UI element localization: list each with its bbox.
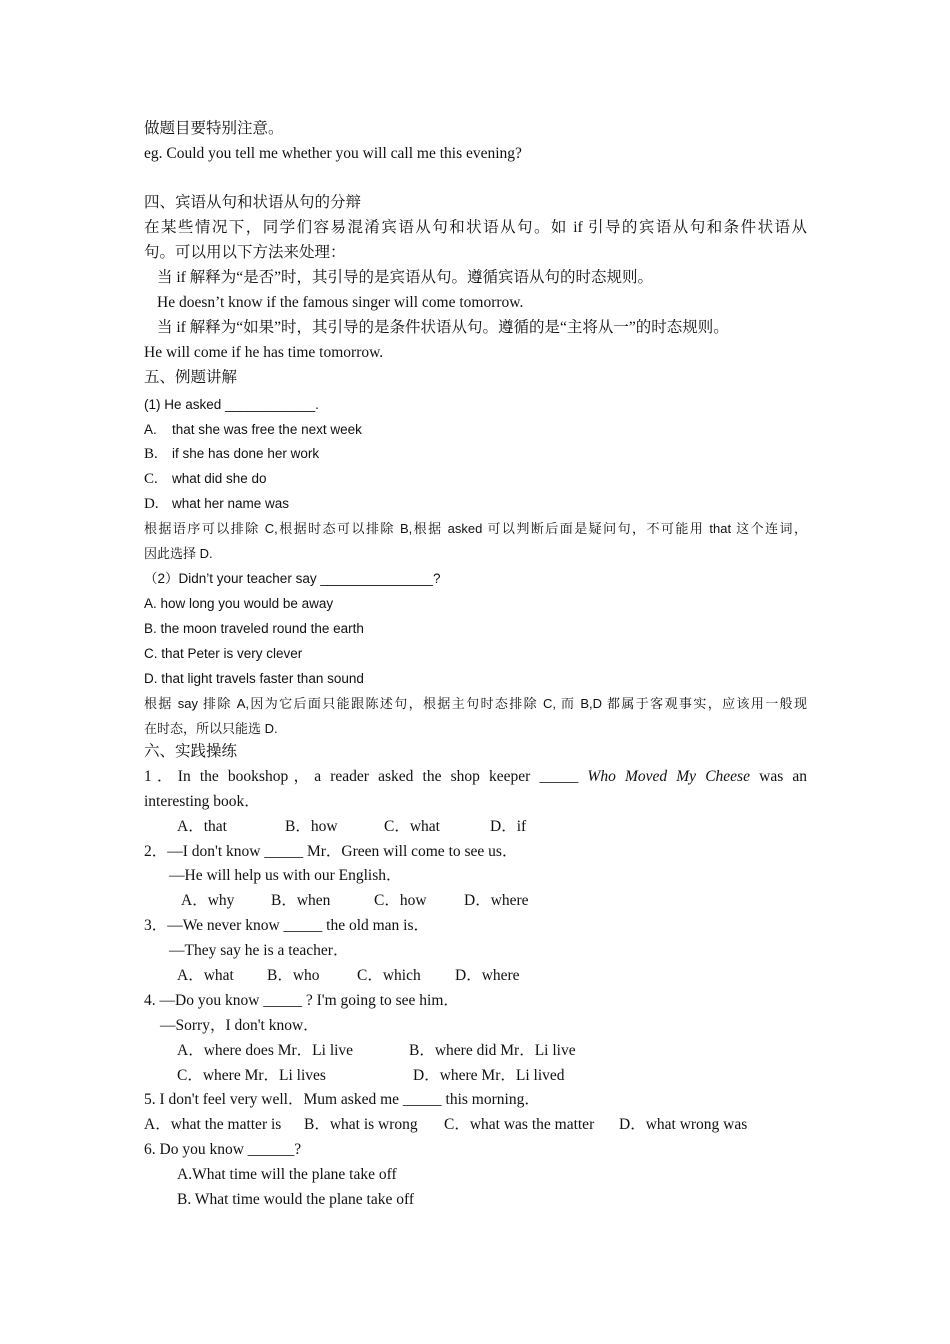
book-title: Who Moved My Cheese: [587, 768, 750, 785]
option-a: A．where does Mr．Li live: [177, 1042, 354, 1059]
example-q1-explain-line1: 根据语序可以排除 C,根据时态可以排除 B,根据 asked 可以判断后面是疑问句，不可能用 that 这个连词，: [144, 521, 807, 536]
section4-rule1: 当 if 解释为“是否”时，其引导的是宾语从句。遵循宾语从句的时态规则。: [157, 269, 653, 286]
example-q1-option-c: [144, 472, 267, 487]
example-q2-stem: （2）Didn’t your teacher say _______________?: [144, 571, 441, 586]
option-a: A．why: [181, 892, 235, 909]
section4-para-line1: 在某些情况下，同学们容易混淆宾语从句和状语从句。如 if 引导的宾语从句和条件状语从: [144, 219, 807, 236]
practice-q2-line1: 2．—I don't know _____ Mr．Green will come to see us．: [144, 843, 518, 860]
section6-heading: 六、实践操练: [144, 743, 238, 760]
option-d: D．where Mr．Li lived: [413, 1067, 565, 1084]
option-text: that she was free the next week: [172, 422, 362, 437]
option-letter: D.: [144, 496, 159, 512]
option-c: C．what: [384, 818, 440, 835]
option-b: B．where did Mr．Li live: [409, 1042, 576, 1059]
example-q1-option-d: [144, 497, 289, 512]
example-q2-option-b: B. the moon traveled round the earth: [144, 621, 364, 636]
example-q1-stem: (1) He asked ____________.: [144, 397, 319, 412]
practice-q4-options-row2: [0, 1068, 950, 1088]
section4-rule2: 当 if 解释为“如果”时，其引导的是条件状语从句。遵循的是“主将从一”的时态规则。: [157, 319, 729, 336]
example-q2-option-c: C. that Peter is very clever: [144, 646, 303, 661]
option-d: D．where: [455, 967, 520, 984]
practice-q2-options: [0, 893, 950, 913]
option-d: D．where: [464, 892, 529, 909]
intro-example: eg. Could you tell me whether you will call me this evening?: [144, 145, 522, 162]
option-a: A．what the matter is: [144, 1116, 282, 1133]
example-q2-option-a: A. how long you would be away: [144, 596, 334, 611]
example-q2-explain-line1: 根据 say 排除 A,因为它后面只能跟陈述句，根据主句时态排除 C, 而 B,D 都属于客观事实，应该用一般现: [144, 696, 807, 711]
practice-q4-line1: 4. —Do you know _____ ? I'm going to see him．: [144, 992, 459, 1009]
practice-q1-stem: [144, 769, 807, 785]
practice-q3-line1: 3．—We never know _____ the old man is．: [144, 917, 430, 934]
practice-q6-option-b: B. What time would the plane take off: [177, 1191, 415, 1208]
practice-q1-options: [0, 819, 950, 839]
option-letter: A.: [144, 422, 157, 437]
option-letter: C.: [144, 471, 158, 487]
option-a: A．that: [177, 818, 227, 835]
example-q1-option-b: [144, 447, 319, 462]
section4-heading: 四、宾语从句和状语从句的分辩: [144, 194, 362, 211]
example-q2-explain-line2: 在时态，所以只能选 D.: [144, 721, 278, 736]
practice-q6-line1: 6. Do you know ______?: [144, 1141, 302, 1158]
option-a: A．what: [177, 967, 234, 984]
practice-q4-options-row1: [0, 1043, 950, 1063]
practice-q4-line2: —Sorry，I don't know．: [160, 1017, 319, 1034]
practice-q1-stem-line2: interesting book．: [144, 793, 260, 810]
option-d: D．what wrong was: [619, 1116, 748, 1133]
practice-q5-options: [0, 1117, 950, 1137]
option-c: C．which: [357, 967, 421, 984]
example-q2-option-d: D. that light travels faster than sound: [144, 671, 364, 686]
option-c: C．what was the matter: [444, 1116, 595, 1133]
practice-q3-options: [0, 968, 950, 988]
option-c: C．where Mr．Li lives: [177, 1067, 326, 1084]
section4-example2: He will come if he has time tomorrow.: [144, 344, 384, 361]
section5-heading: 五、例题讲解: [144, 369, 238, 386]
option-c: C．how: [374, 892, 427, 909]
option-d: D．if: [490, 818, 527, 835]
practice-q5-line1: 5. I don't feel very well．Mum asked me _____ this morning．: [144, 1091, 540, 1108]
practice-q1-stem-post: was an: [759, 768, 808, 785]
practice-q2-line2: —He will help us with our English．: [169, 867, 402, 884]
example-q1-explain-line2: 因此选择 D.: [144, 546, 213, 561]
section4-para-line2: 句。可以用以下方法来处理：: [144, 244, 346, 261]
option-text: what did she do: [172, 471, 267, 486]
section4-example1: He doesn’t know if the famous singer will come tomorrow.: [157, 294, 524, 311]
option-b: B．who: [267, 967, 320, 984]
practice-q1-stem-pre: 1．In the bookshop，a reader asked the shop keeper _____: [144, 768, 579, 785]
option-b: B．what is wrong: [304, 1116, 418, 1133]
intro-line: 做题目要特别注意。: [144, 120, 284, 137]
option-b: B．when: [271, 892, 331, 909]
option-letter: B.: [144, 446, 158, 462]
option-text: if she has done her work: [172, 446, 320, 461]
practice-q6-option-a: A.What time will the plane take off: [177, 1166, 397, 1183]
example-q1-option-a: [144, 423, 362, 437]
option-b: B．how: [285, 818, 338, 835]
option-text: what her name was: [172, 496, 290, 511]
practice-q3-line2: —They say he is a teacher．: [169, 942, 349, 959]
